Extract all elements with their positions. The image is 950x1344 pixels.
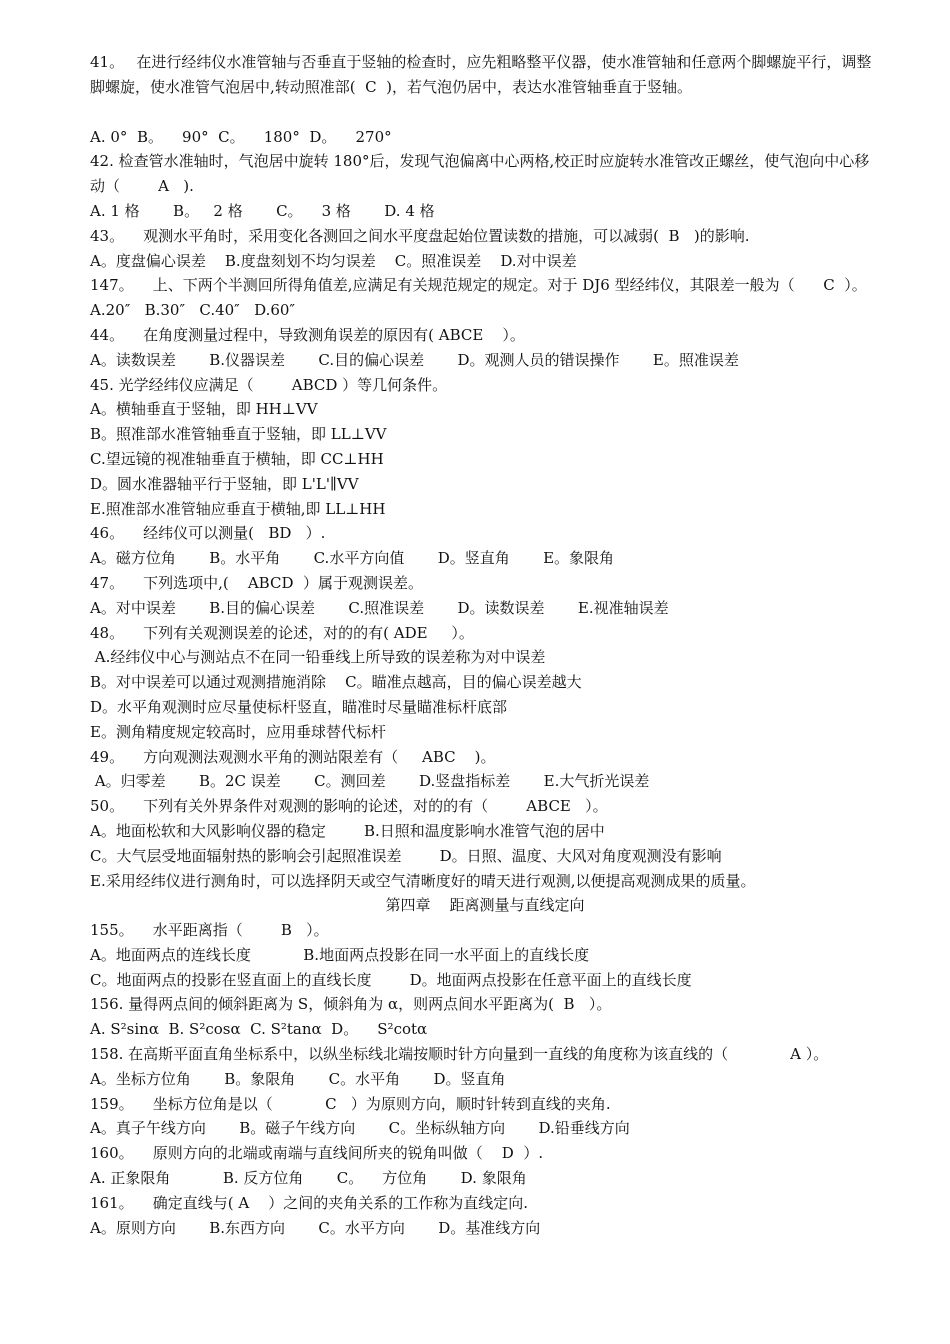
text-line: 41。 在进行经纬仪水准管轴与否垂直于竖轴的检查时，应先粗略整平仪器，使水准管轴和任意两个脚螺旋平行，调整脚螺旋，使水准管气泡居中,转动照准部( C )，若气泡仍居中，表达水准管轴垂直于竖轴。 xyxy=(90,53,872,96)
text-line: A。度盘偏心误差 B.度盘刻划不均匀误差 C。照准误差 D.对中误差 xyxy=(90,251,577,270)
text-line: 46。 经纬仪可以测量( BD ）. xyxy=(90,524,326,543)
text-line: 160。 原则方向的北端或南端与直线间所夹的锐角叫做（ D ）. xyxy=(90,1144,544,1163)
text-line: 158. 在高斯平面直角坐标系中，以纵坐标线北端按顺时针方向量到一直线的角度称为该直线的（ A ）。 xyxy=(90,1045,829,1064)
text-line: A。归零差 B。2C 误差 C。测回差 D.竖盘指标差 E.大气折光误差 xyxy=(90,772,650,791)
text-line: A。地面松软和大风影响仪器的稳定 B.日照和温度影响水准管气泡的居中 xyxy=(90,821,605,840)
text-line: C.望远镜的视准轴垂直于横轴，即 CC⊥HH xyxy=(90,449,384,468)
text-line: 50。 下列有关外界条件对观测的影响的论述，对的的有（ ABCE ）。 xyxy=(90,797,608,816)
text-line: 49。 方向观测法观测水平角的测站限差有（ ABC )。 xyxy=(90,747,496,766)
text-line: A。读数误差 B.仪器误差 C.目的偏心误差 D。观测人员的错误操作 E。照准误差 xyxy=(90,350,739,369)
text-line: D。水平角观测时应尽量使标杆竖直，瞄准时尽量瞄准标杆底部 xyxy=(90,697,508,716)
text-line: E.采用经纬仪进行测角时，可以选择阴天或空气清晰度好的晴天进行观测,以便提高观测成果的质量。 xyxy=(90,871,756,890)
text-line: D。圆水准器轴平行于竖轴，即 L'L'∥VV xyxy=(90,474,359,493)
text-line: 43。 观测水平角时，采用变化各测回之间水平度盘起始位置读数的措施，可以减弱( B )的影响. xyxy=(90,226,750,245)
text-line: 47。 下列选项中,( ABCD ）属于观测误差。 xyxy=(90,573,424,592)
text-line: A.20″ B.30″ C.40″ D.60″ xyxy=(90,301,296,320)
text-line: A。横轴垂直于竖轴，即 HH⊥VV xyxy=(90,400,318,419)
text-line: A。原则方向 B.东西方向 C。水平方向 D。基准线方向 xyxy=(90,1218,541,1237)
text-line: E.照准部水准管轴应垂直于横轴,即 LL⊥HH xyxy=(90,499,386,518)
text-line: 161。 确定直线与( A ）之间的夹角关系的工作称为直线定向. xyxy=(90,1193,528,1212)
text-line: 155。 水平距离指（ B ）。 xyxy=(90,921,329,940)
document-page xyxy=(90,50,880,1240)
text-line: A. S²sinα B. S²cosα C. S²tanα D。 S²cotα xyxy=(90,1020,428,1039)
text-line: A。真子午线方向 B。磁子午线方向 C。坐标纵轴方向 D.铅垂线方向 xyxy=(90,1119,630,1138)
text-line: A.经纬仪中心与测站点不在同一铅垂线上所导致的误差称为对中误差 xyxy=(90,648,546,667)
text-line: 42. 检查管水准轴时，气泡居中旋转 180°后，发现气泡偏离中心两格,校正时应旋转水准管改正螺丝，使气泡向中心移动（ A ). xyxy=(90,152,870,196)
text-line: C。大气层受地面辐射热的影响会引起照准误差 D。日照、温度、大风对角度观测没有影响 xyxy=(90,846,722,865)
text-line: A. 正象限角 B. 反方位角 C。 方位角 D. 象限角 xyxy=(90,1169,527,1188)
text-line: A。磁方位角 B。水平角 C.水平方向值 D。竖直角 E。象限角 xyxy=(90,549,615,568)
text-line: A。地面两点的连线长度 B.地面两点投影在同一水平面上的直线长度 xyxy=(90,945,590,964)
blank-line xyxy=(90,100,880,125)
text-line: E。测角精度规定较高时，应用垂球替代标杆 xyxy=(90,722,386,741)
text-line: C。地面两点的投影在竖直面上的直线长度 D。地面两点投影在任意平面上的直线长度 xyxy=(90,970,692,989)
text-line: A。对中误差 B.目的偏心误差 C.照准误差 D。读数误差 E.视准轴误差 xyxy=(90,598,669,617)
chapter-heading: 第四章 距离测量与直线定向 xyxy=(385,896,585,915)
text-line: 156. 量得两点间的倾斜距离为 S，倾斜角为 α，则两点间水平距离为( B ）。 xyxy=(90,995,612,1014)
text-line: 44。 在角度测量过程中，导致测角误差的原因有( ABCE ）。 xyxy=(90,325,525,344)
text-line: 159。 坐标方位角是以（ C ）为原则方向，顺时针转到直线的夹角. xyxy=(90,1094,611,1113)
text-line: 147。 上、下两个半测回所得角值差,应满足有关规范规定的规定。对于 DJ6 型经纬仪，其限差一般为（ C ）。 xyxy=(90,276,867,295)
text-line: B。对中误差可以通过观测措施消除 C。瞄准点越高，目的偏心误差越大 xyxy=(90,673,582,692)
text-line: 48。 下列有关观测误差的论述，对的的有( ADE ）。 xyxy=(90,623,474,642)
text-line: A. 0° B。 90° C。 180° D。 270° xyxy=(90,127,392,146)
text-line: A。坐标方位角 B。象限角 C。水平角 D。竖直角 xyxy=(90,1069,506,1088)
text-line: B。照准部水准管轴垂直于竖轴，即 LL⊥VV xyxy=(90,425,387,444)
text-line: A. 1 格 B。 2 格 C。 3 格 D. 4 格 xyxy=(90,201,435,220)
text-line: 45. 光学经纬仪应满足（ ABCD ）等几何条件。 xyxy=(90,375,448,394)
